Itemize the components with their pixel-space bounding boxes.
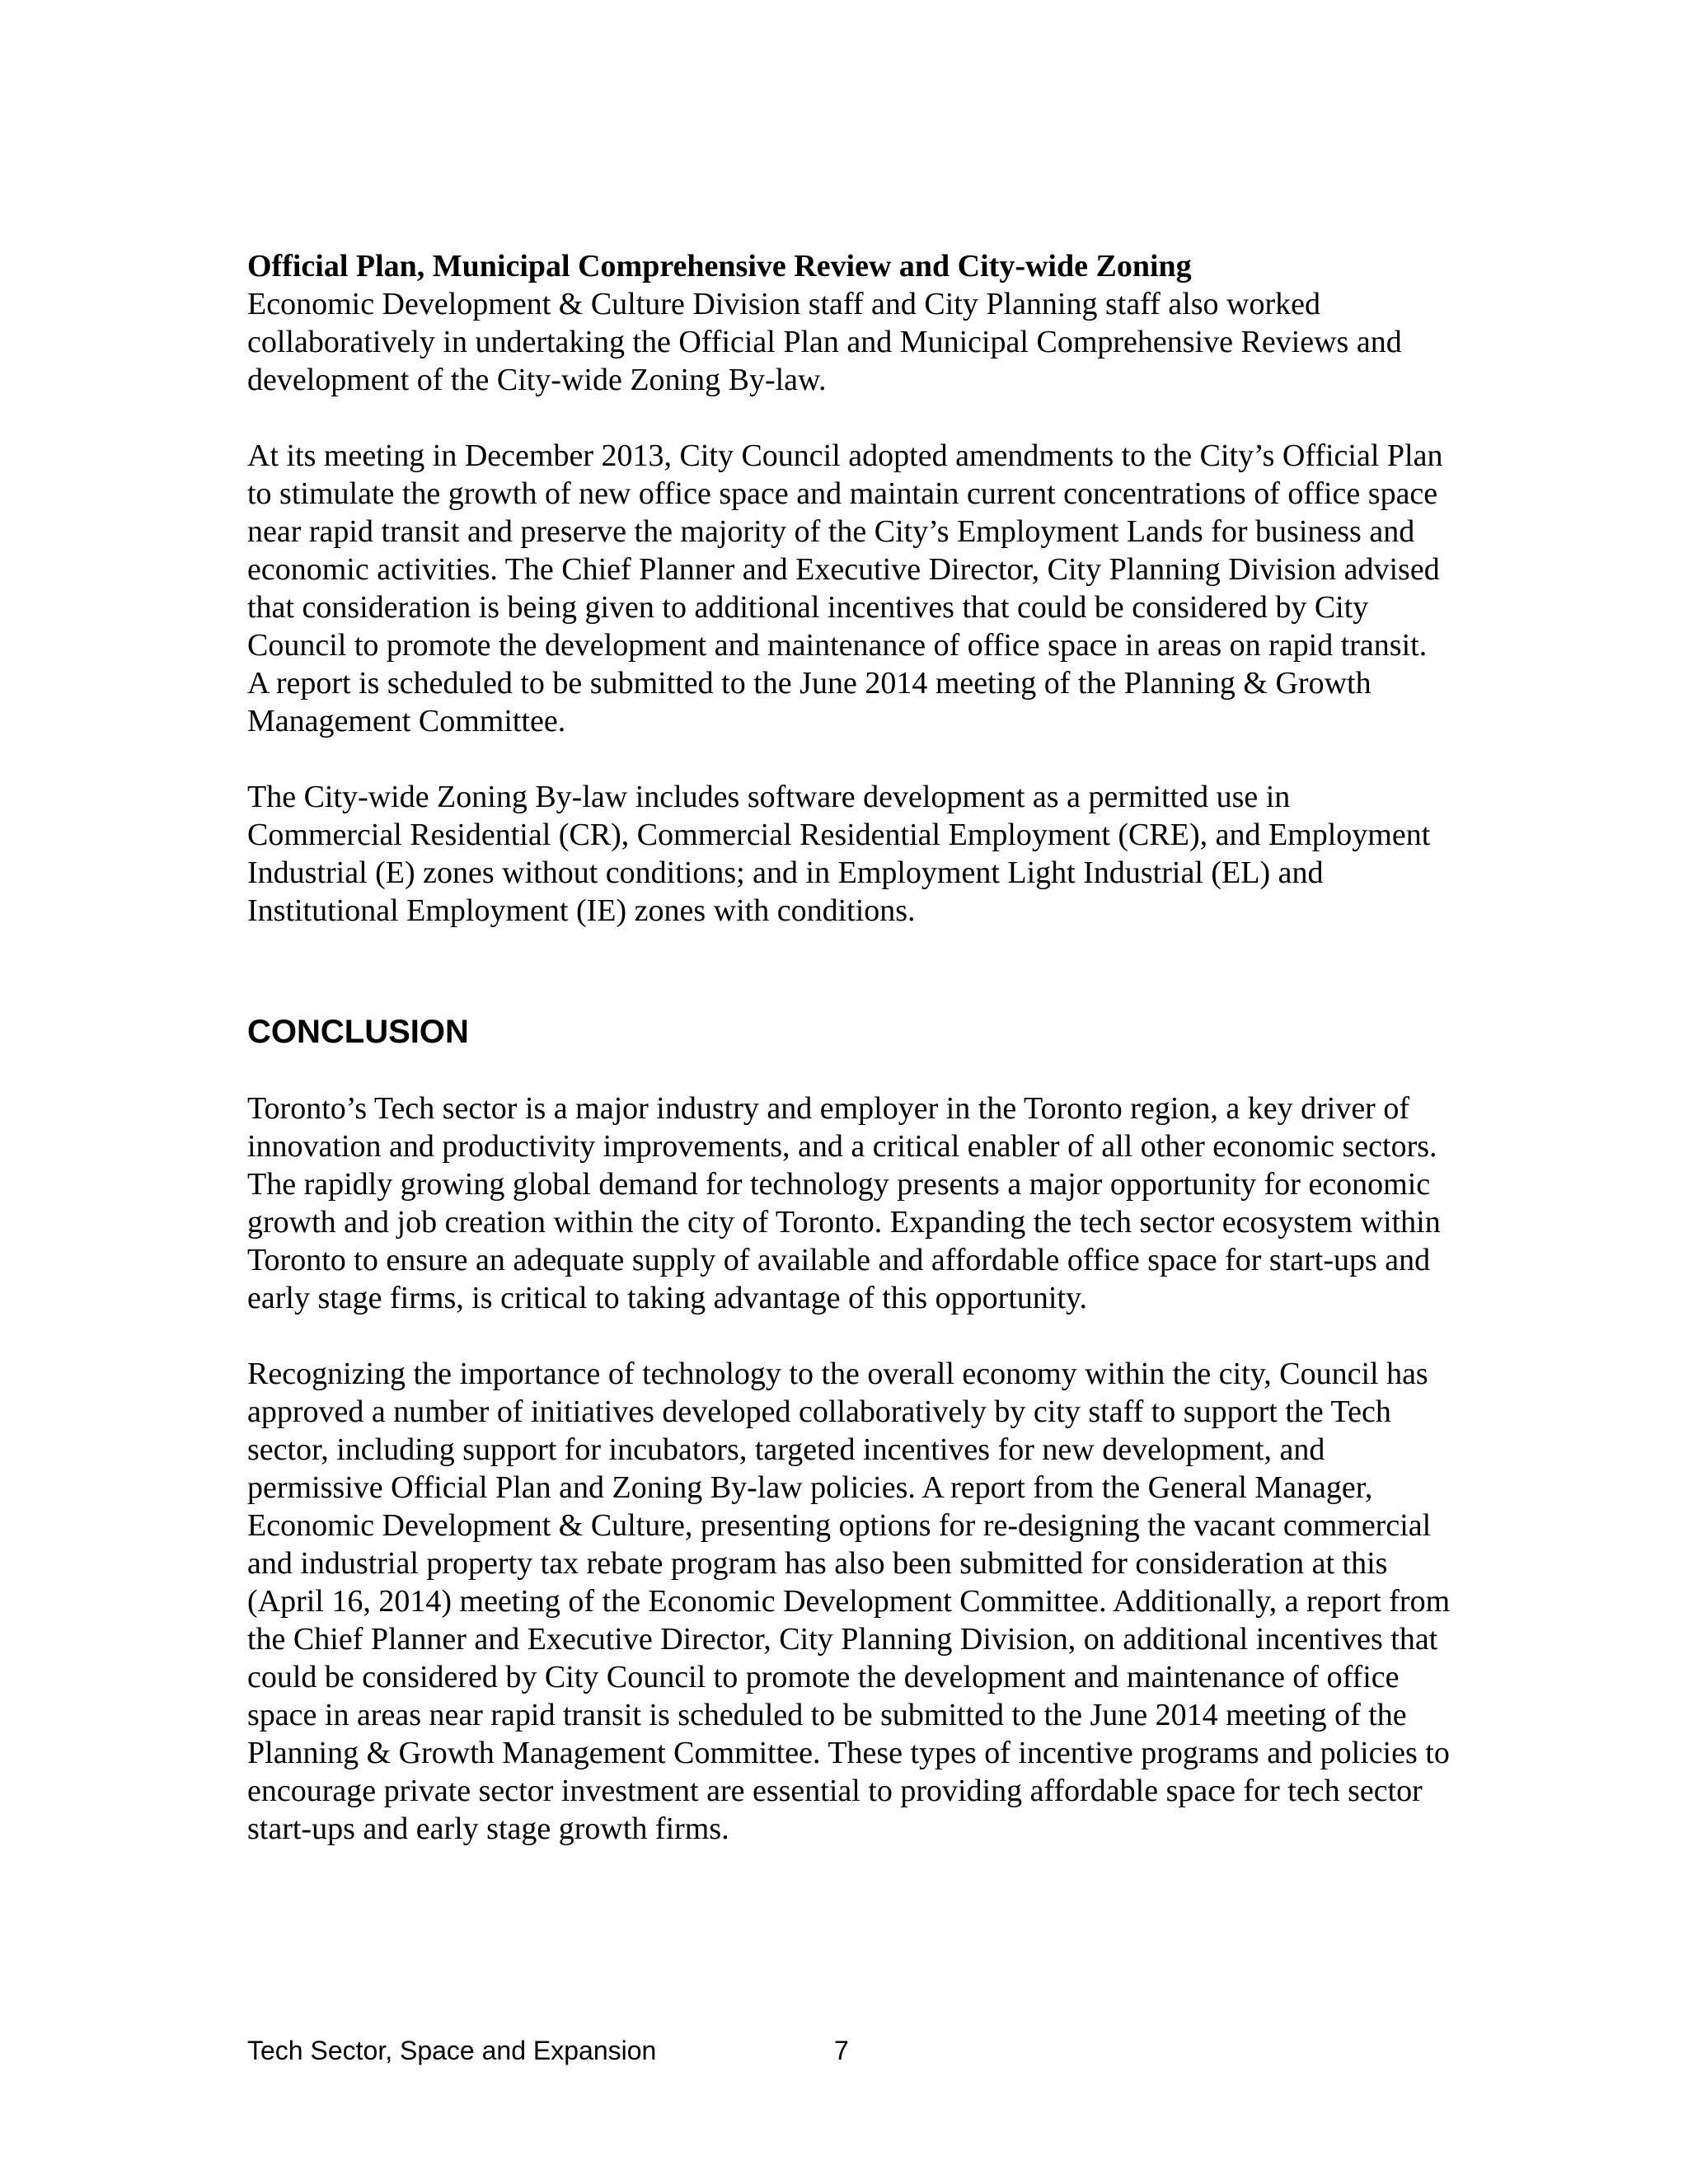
footer-title: Tech Sector, Space and Expansion (247, 2036, 657, 2065)
section-paragraph-1: Economic Development & Culture Division staff and City Planning staff also worked collaboratively in undertaking the Official Plan and Municipal Comprehensive Reviews and development of the City-wide Zoning By-law. (247, 287, 1402, 397)
conclusion-paragraph-2: Recognizing the importance of technology to the overall economy within the city, Council has approved a number of initiatives developed collaboratively by city staff to support the Tech sector, including support for incubators, targeted incentives for new development, and permissive Official Plan and Zoning By-law policies. A report from the General Manager, Economic Development & Culture, presenting options for re-designing the vacant commercial and industrial property tax rebate program has also been submitted for consideration at this (April 16, 2014) meeting of the Economic Development Committee. Additionally, a report from the Chief Planner and Executive Director, City Planning Division, on additional incentives that could be considered by City Council to promote the development and maintenance of office space in areas near rapid transit is scheduled to be submitted to the June 2014 meeting of the Planning & Growth Management Committee. These types of incentive programs and policies to encourage private sector investment are essential to providing affordable space for tech sector start-ups and early stage growth firms. (247, 1357, 1451, 1846)
page-content (247, 247, 1451, 1848)
conclusion-paragraph-1: Toronto’s Tech sector is a major industry and employer in the Toronto region, a key driver of innovation and productivity improvements, and a critical enabler of all other economic sectors. The rapidly growing global demand for technology presents a major opportunity for economic growth and job creation within the city of Toronto. Expanding the tech sector ecosystem within Toronto to ensure an adequate supply of available and affordable office space for start-ups and early stage firms, is critical to taking advantage of this opportunity. (247, 1091, 1441, 1315)
page-number: 7 (834, 2036, 849, 2065)
section-paragraph-2: At its meeting in December 2013, City Council adopted amendments to the City’s Official Plan to stimulate the growth of new office space and maintain current concentrations of office space near rapid transit and preserve the majority of the City’s Employment Lands for business and economic activities. The Chief Planner and Executive Director, City Planning Division advised that consideration is being given to additional incentives that could be considered by City Council to promote the development and maintenance of office space in areas on rapid transit. A report is scheduled to be submitted to the June 2014 meeting of the Planning & Growth Management Committee. (247, 438, 1443, 738)
section-heading: Official Plan, Municipal Comprehensive Review and City-wide Zoning (247, 249, 1192, 284)
conclusion-heading: CONCLUSION (247, 1014, 469, 1050)
section-paragraph-3: The City-wide Zoning By-law includes software development as a permitted use in Commercial Residential (CR), Commercial Residential Employment (CRE), and Employment Industrial (E) zones without conditions; and in Employment Light Industrial (EL) and Institutional Employment (IE) zones with conditions. (247, 780, 1431, 928)
